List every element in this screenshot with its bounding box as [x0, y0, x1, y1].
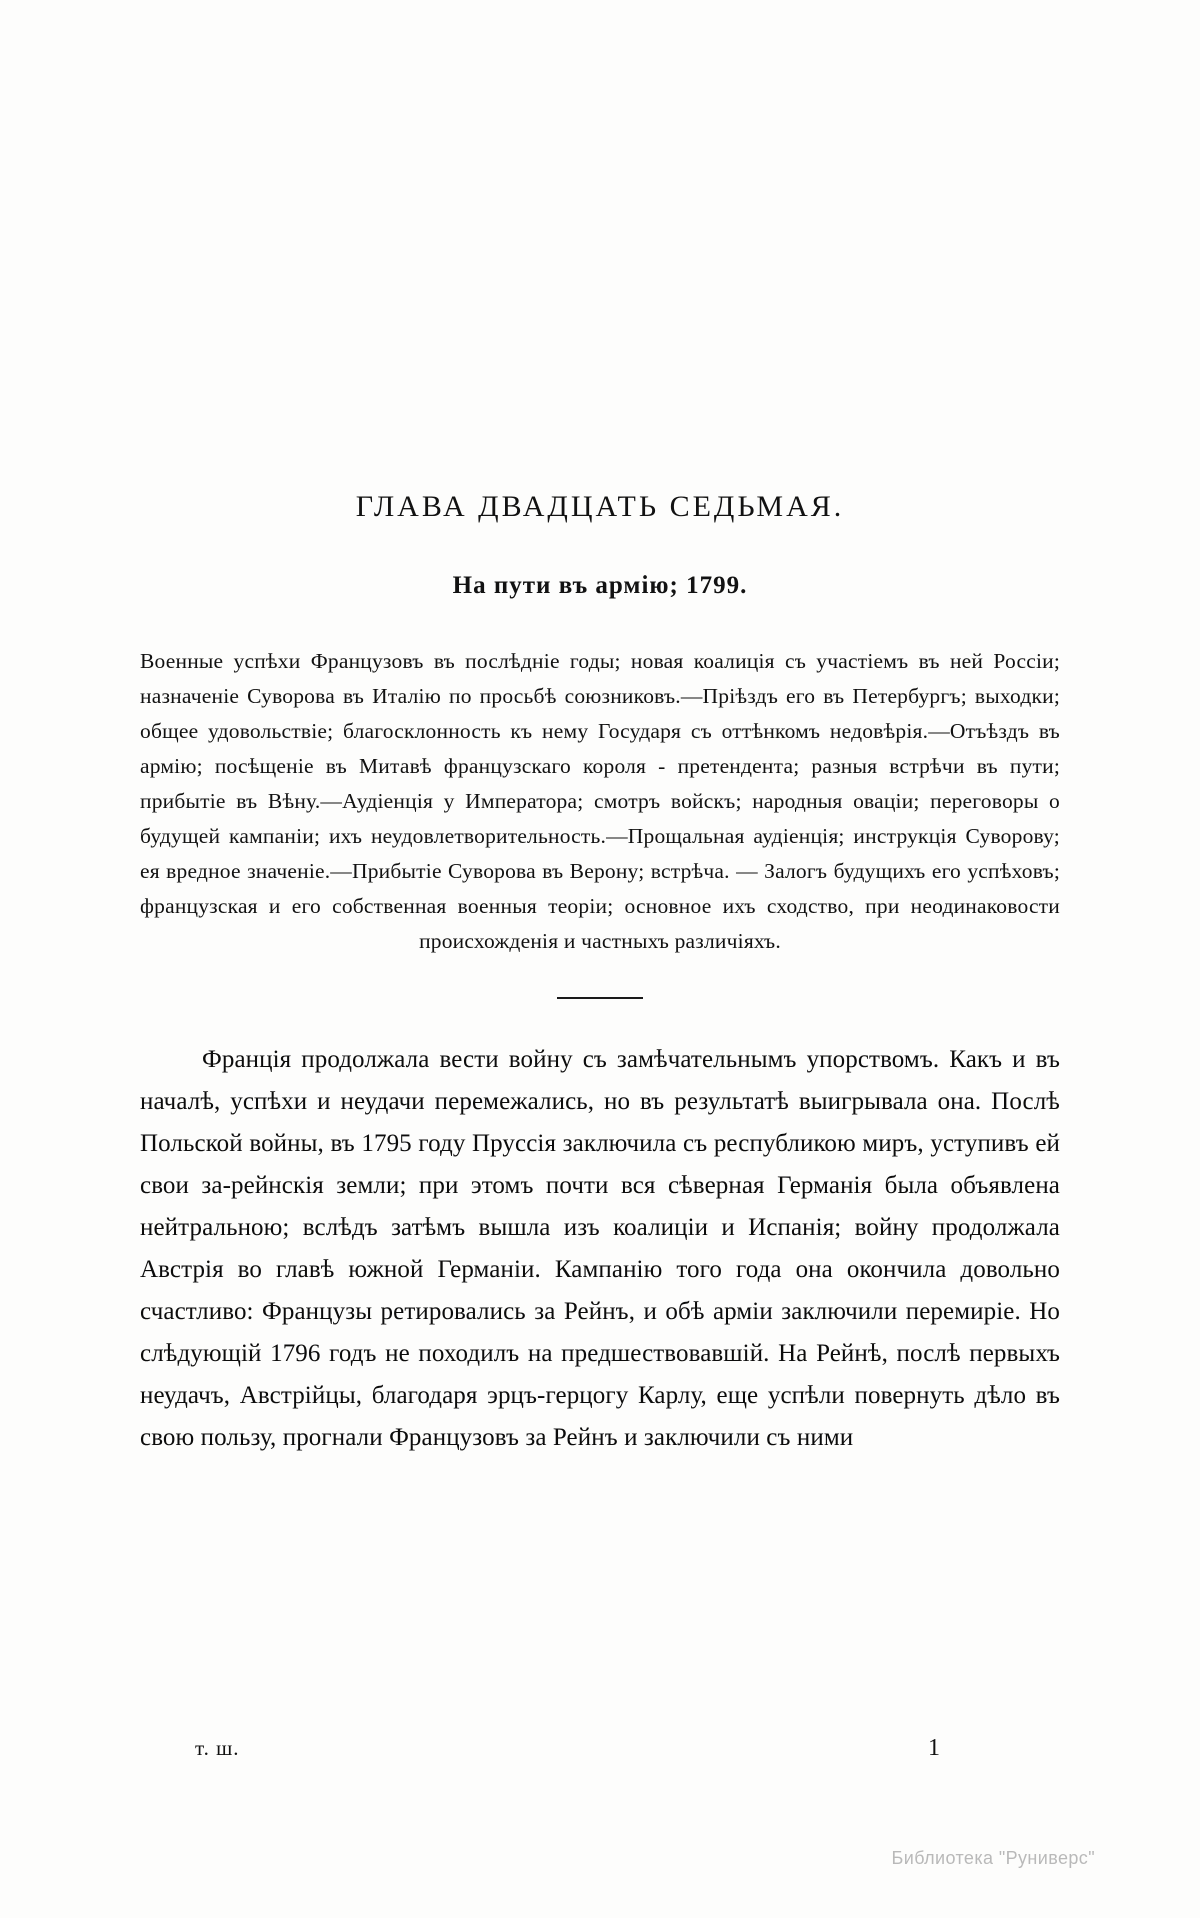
- page-number: 1: [928, 1735, 940, 1761]
- chapter-summary: Военные успѣхи Французовъ въ послѣдніе годы; новая коалиція съ участіемъ въ ней Россіи; назначеніе Суворова въ Италію по просьбѣ союзниковъ.—Пріѣздъ его въ Петербургъ; выходки; общее удовольствіе; благосклонность къ нему Государя съ оттѣнкомъ недовѣрія.—Отъѣздъ въ армію; посѣщеніе въ Митавѣ французскаго короля - претендента; разныя встрѣчи въ пути; прибытіе въ Вѣну.—Аудіенція у Императора; смотръ войскъ; народныя оваціи; переговоры о будущей кампаніи; ихъ неудовлетворительность.—Прощальная аудіенція; инструкція Суворову; ея вредное значеніе.—Прибытіе Суворова въ Верону; встрѣча. — Залогъ будущихъ его успѣховъ; французская и его собственная военныя теоріи; основное ихъ сходство, при неодинаковости происхожденія и частныхъ различіяхъ.: [140, 649, 1060, 953]
- page-footer: [140, 1735, 1060, 1762]
- body-paragraph: Франція продолжала вести войну съ замѣчательнымъ упорствомъ. Какъ и въ началѣ, успѣхи и неудачи перемежались, но въ результатѣ выигрывала она. Послѣ Польской войны, въ 1795 году Пруссія заключила съ республикою миръ, уступивъ ей свои за-рейнскія земли; при этомъ почти вся сѣверная Германія была объявлена нейтральною; вслѣдъ затѣмъ вышла изъ коалиціи и Испанія; войну продолжала Австрія во главѣ южной Германіи. Кампанію того года она окончила довольно счастливо: Французы ретировались за Рейнъ, и обѣ арміи заключили перемиріе. Но слѣдующій 1796 годъ не походилъ на предшествовавшій. На Рейнѣ, послѣ первыхъ неудачъ, Австрійцы, благодаря эрцъ-герцогу Карлу, еще успѣли повернуть дѣло въ свою пользу, прогнали Французовъ за Рейнъ и заключили съ ними: [140, 1046, 1060, 1451]
- page-content: [140, 0, 1060, 1484]
- chapter-title: ГЛАВА ДВАДЦАТЬ СЕДЬМАЯ.: [355, 490, 845, 523]
- chapter-subtitle: На пути въ армію; 1799.: [452, 572, 748, 599]
- library-watermark: Библиотека "Руниверс": [891, 1848, 1095, 1868]
- volume-mark: т. ш.: [195, 1736, 240, 1760]
- section-divider: [557, 997, 643, 999]
